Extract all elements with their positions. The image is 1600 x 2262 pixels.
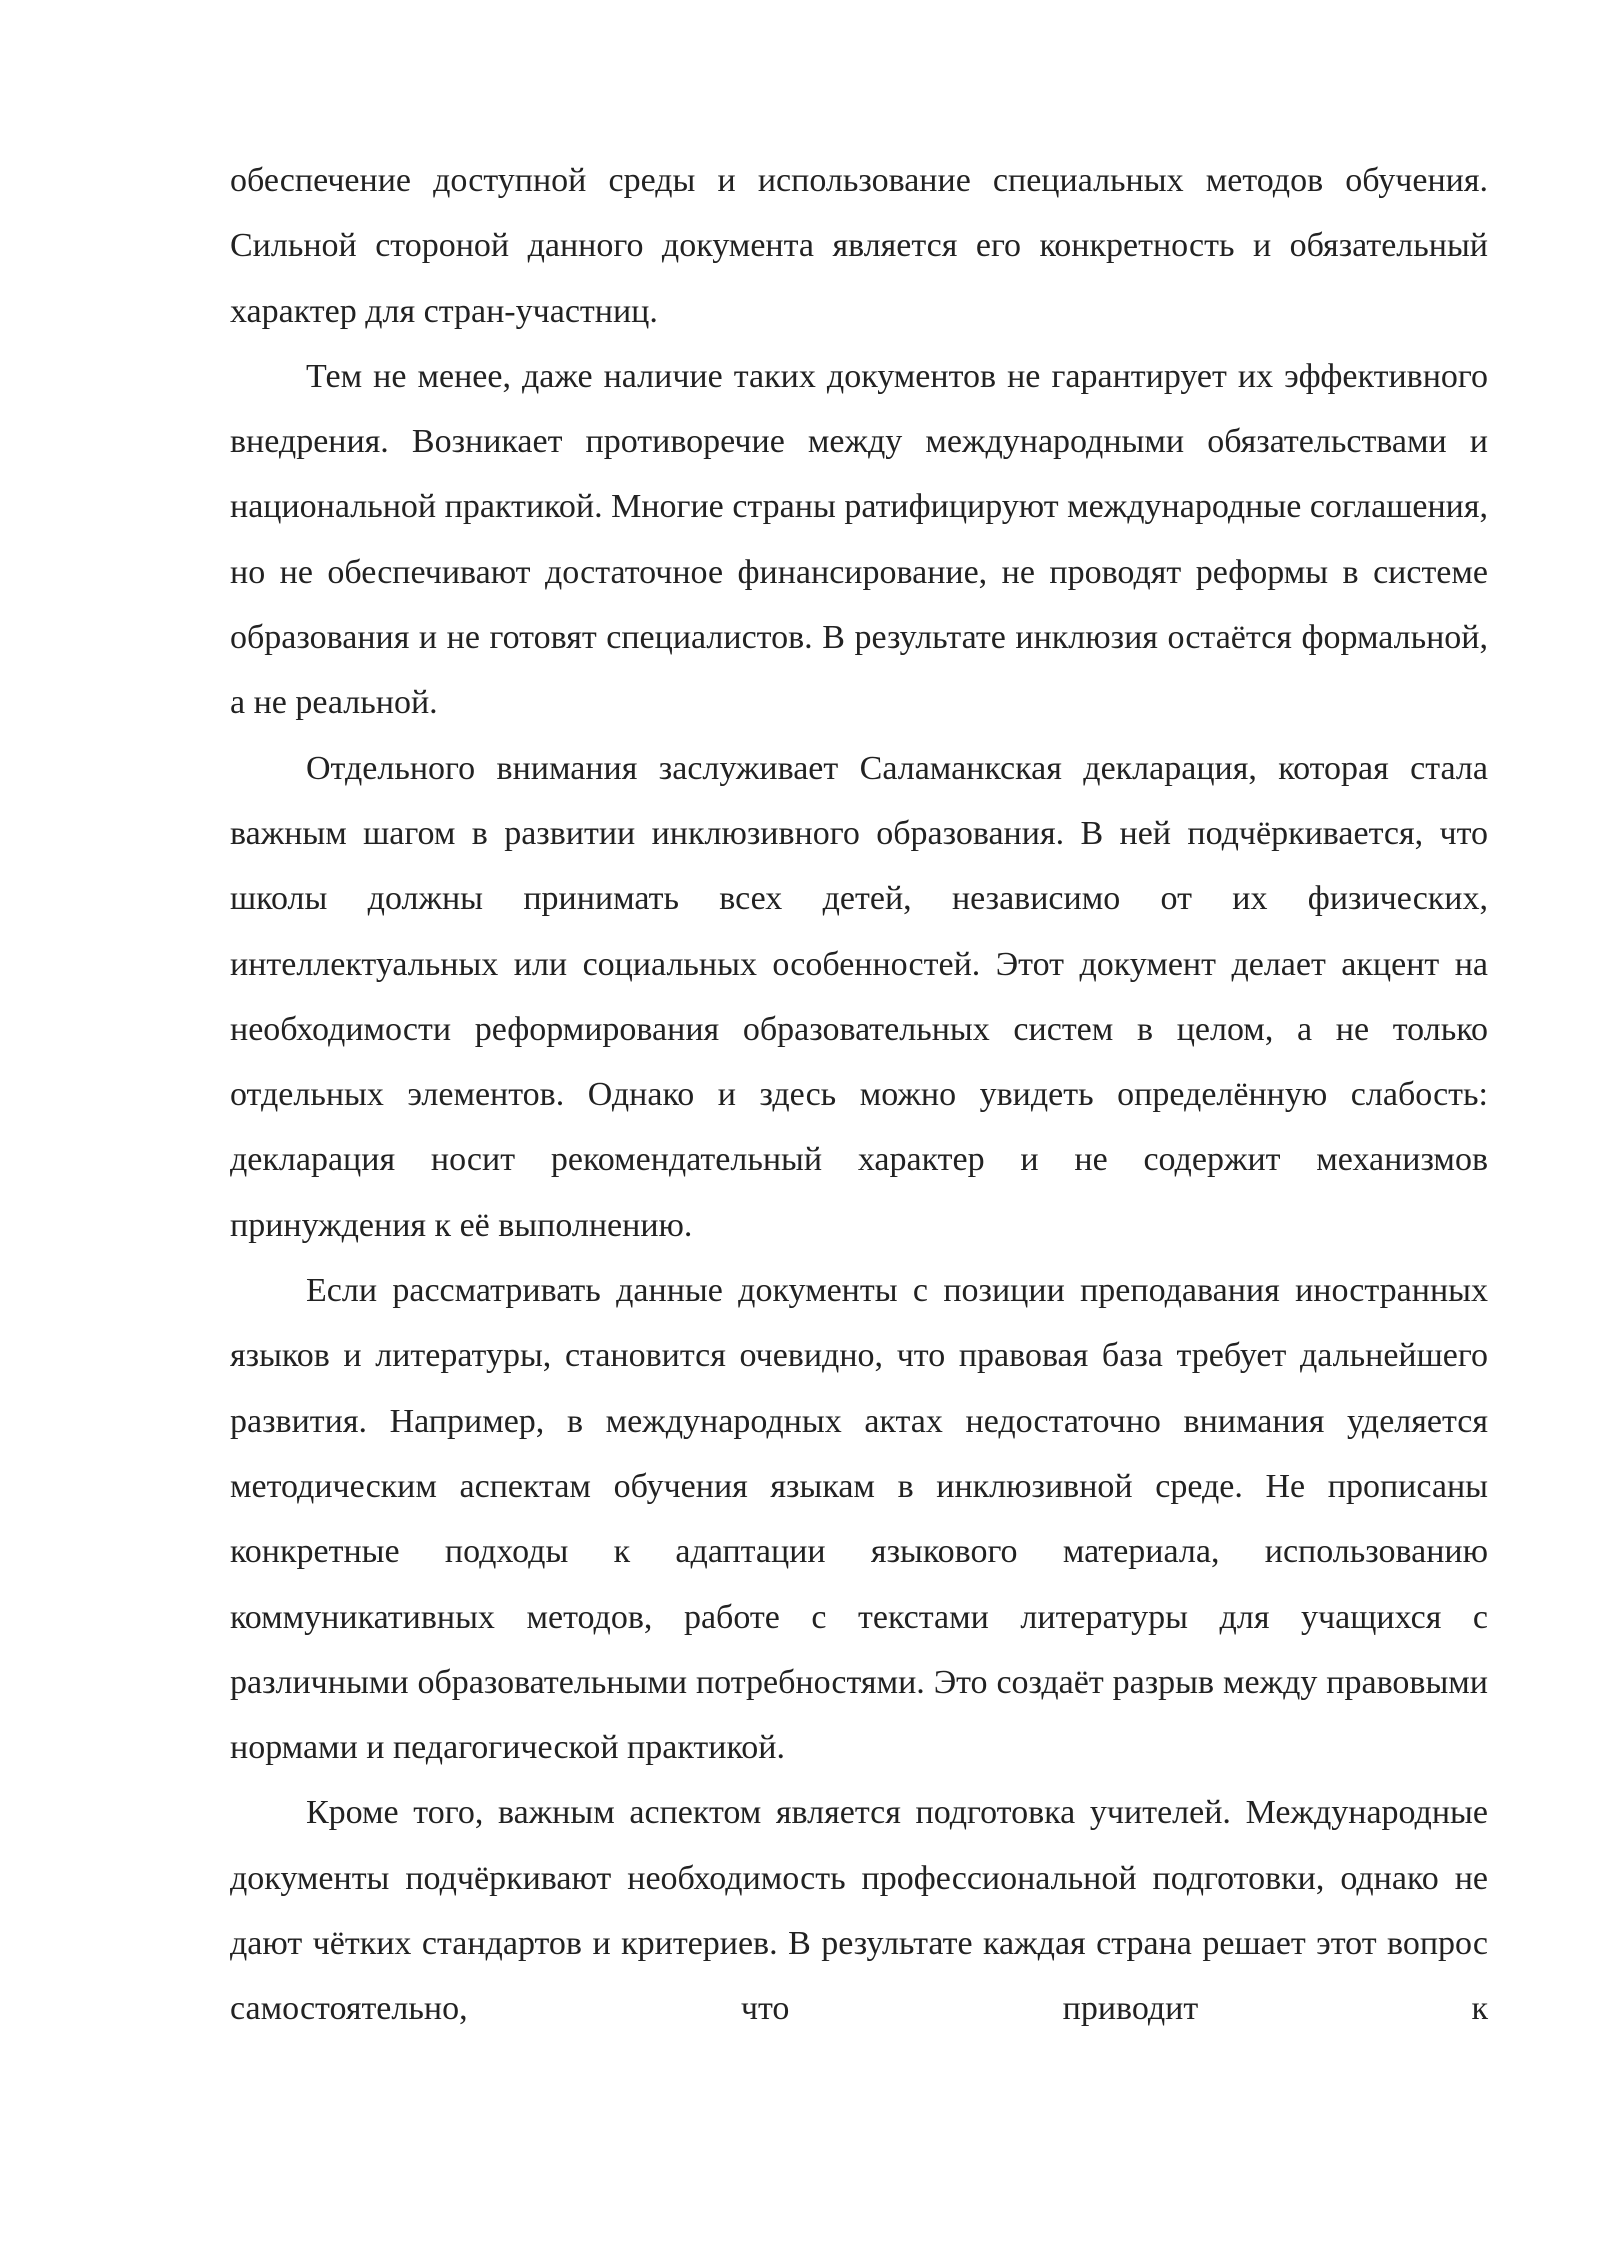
paragraph-4: Если рассматривать данные документы с позиции преподавания иностранных языков и литературы, становится очевидно, что правовая база требует дальнейшего развития. Например, в международных актах недостаточно внимания уделяется методическим аспектам обучения языкам в инклюзивной среде. Не прописаны конкретные подходы к адаптации языкового материала, использованию коммуникативных методов, работе с текстами литературы для учащихся с различными образовательными потребностями. Это создаёт разрыв между правовыми нормами и педагогической практикой. <box>230 1272 1488 1767</box>
paragraph-1: обеспечение доступной среды и использование специальных методов обучения. Сильной стороной данного документа является его конкретность и обязательный характер для стран-участниц. <box>230 162 1488 330</box>
paragraph-3: Отдельного внимания заслуживает Саламанкская декларация, которая стала важным шагом в развитии инклюзивного образования. В ней подчёркивается, что школы должны принимать всех детей, независимо от их физических, интеллектуальных или социальных особенностей. Этот документ делает акцент на необходимости реформирования образовательных систем в целом, а не только отдельных элементов. Однако и здесь можно увидеть определённую слабость: декларация носит рекомендательный характер и не содержит механизмов принуждения к её выполнению. <box>230 749 1488 1244</box>
paragraph-2: Тем не менее, даже наличие таких документов не гарантирует их эффективного внедрения. Возникает противоречие между международными обязательствами и национальной практикой. Многие страны ратифицируют международные соглашения, но не обеспечивают достаточное финансирование, не проводят реформы в системе образования и не готовят специалистов. В результате инклюзия остаётся формальной, а не реальной. <box>230 357 1488 722</box>
paragraph-5: Кроме того, важным аспектом является подготовка учителей. Международные документы подчёркивают необходимость профессиональной подготовки, однако не дают чётких стандартов и критериев. В результате каждая страна решает этот вопрос самостоятельно, что приводит к <box>230 1794 1488 2028</box>
document-body <box>230 148 1488 2042</box>
